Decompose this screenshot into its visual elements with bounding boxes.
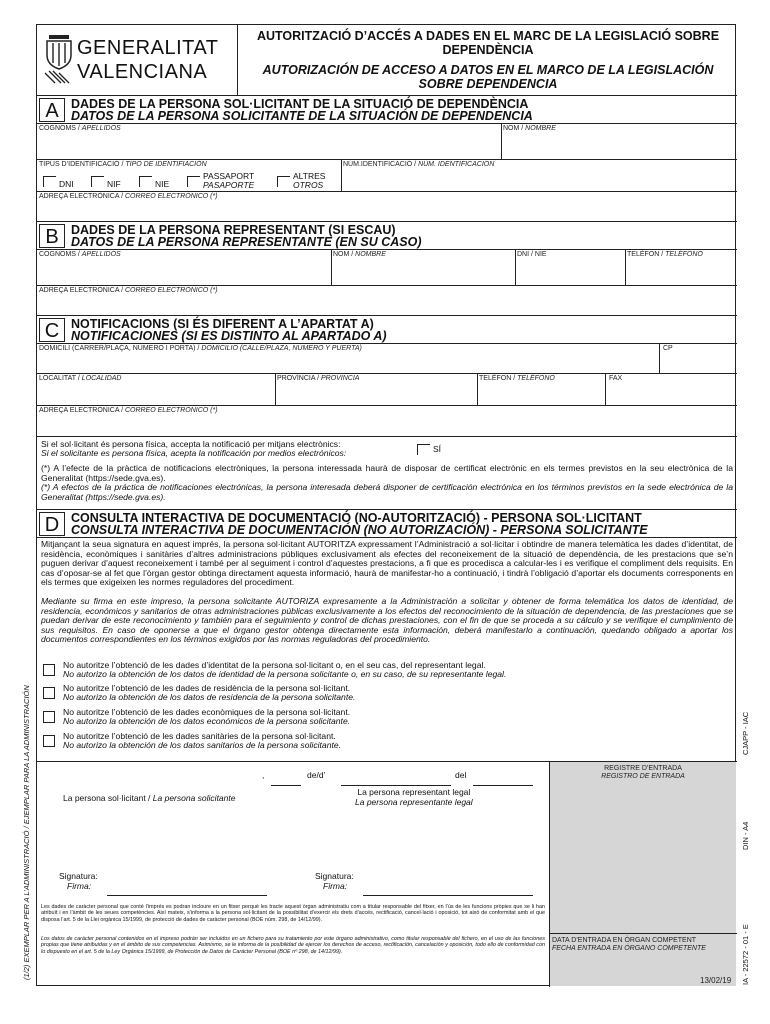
representative-sign-label: Signatura: Firma: xyxy=(315,871,354,891)
electronic-notice-es: Si el solicitante es persona física, acepta la notificación por medios electrónicos: xyxy=(41,448,347,458)
option-nie-label: NIE xyxy=(155,179,170,189)
option-dni-label: DNI xyxy=(59,179,74,189)
section-letter: A xyxy=(39,98,65,122)
c-email-field[interactable] xyxy=(39,416,733,434)
no-residence-es: No autorizo la obtención de los datos de residencia de la persona solicitante. xyxy=(63,692,356,702)
form-title-ca: AUTORITZACIÓ D’ACCÉS A DADES EN EL MARC DE LA LEGISLACIÓ SOBRE DEPENDÈNCIA xyxy=(256,29,720,57)
name-label: NOM / NOMBRE xyxy=(503,125,556,132)
form-page xyxy=(36,24,736,986)
rep-email-field[interactable] xyxy=(39,296,733,314)
representative-signature-label: La persona representant legal La persona representante legal xyxy=(355,787,473,807)
form-title-es: AUTORIZACIÓN DE ACCESO A DATOS EN EL MARCO DE LA LEGISLACIÓN SOBRE DEPENDENCIA xyxy=(262,63,714,91)
checkbox-no-residence[interactable] xyxy=(43,687,55,699)
checkbox-electronic-yes[interactable] xyxy=(417,444,430,455)
side-label-copy: (1/2) EXEMPLAR PER A L’ADMINISTRACIÓ / EJEMPLAR PARA LA ADMINISTRACIÓN xyxy=(22,685,31,980)
fax-label: FAX xyxy=(609,375,623,382)
province-label: PROVÍNCIA / PROVINCIA xyxy=(277,375,360,382)
id-number-label: NÚM.IDENTIFICACIÓ / NÚM. IDENTIFICACIÓN xyxy=(343,161,495,168)
section-title-es: NOTIFICACIONES (SI ES DISTINTO AL APARTADO A) xyxy=(71,329,387,343)
surname-field[interactable] xyxy=(39,134,497,156)
rep-dni-field[interactable] xyxy=(517,260,621,282)
rep-email-label: ADREÇA ELECTRÒNICA / CORREO ELECTRÓNICO (*) xyxy=(39,287,218,294)
address-field[interactable] xyxy=(39,354,655,371)
date-comma: , xyxy=(262,770,265,780)
section-letter: D xyxy=(39,512,65,536)
address-label: DOMICILI (CARRER/PLAÇA, NÚMERO I PORTA) / DOMICILIO (CALLE/PLAZA, NÚMERO Y PUERTA) xyxy=(39,345,362,352)
date-year-label: del xyxy=(455,770,467,780)
section-letter: B xyxy=(39,224,65,248)
section-title-es: DATOS DE LA PERSONA SOLICITANTE DE LA SITUACIÓN DE DEPENDENCIA xyxy=(71,109,533,123)
no-health-es: No autorizo la obtención de los datos sanitarios de la persona solicitante. xyxy=(63,740,342,750)
option-nif-label: NIF xyxy=(107,179,121,189)
rep-name-label: NOM / NOMBRE xyxy=(333,251,386,258)
form-date: 13/02/19 xyxy=(700,976,732,985)
surname-label: COGNOMS / APELLIDOS xyxy=(39,125,121,132)
applicant-sign-label: Signatura: Firma: xyxy=(59,871,98,891)
section-a xyxy=(37,95,737,221)
checkbox-no-health[interactable] xyxy=(43,735,55,747)
generalitat-logo xyxy=(43,29,231,91)
privacy-note-es: Los datos de carácter personal contenidos en el impreso podrán ser incluidos en un fichero para su tratamiento por este órgano administrativo, como titular responsable del fichero, en el uso de las funciones propias que tiene atribuidas y en el ámbito de sus competencias. Asimismo, se le informa de la posibilidad de ejercer los derechos de acceso, rectificación, cancelación y oposición, todo ello de conformidad con lo dispuesto en el art. 5 de la Ley Orgánica 15/1999, de Protección de Datos de Carácter Personal (BOE nº 298, de 14/12/99). xyxy=(41,936,545,955)
form-header xyxy=(37,25,737,95)
section-title-ca: DADES DE LA PERSONA SOL·LICITANT DE LA SITUACIÓ DE DEPENDÈNCIA xyxy=(71,97,529,111)
consent-text-es: Mediante su firma en este impreso, la persona solicitante AUTORIZA expresamente a la Administración a solicitar y obtener de forma telemática los datos de identidad, de residencia, económicos y sanitarios de otras administraciones públicas exclusivamente a los efectos del reconocimiento de la situación de dependencia, de las prestaciones que se puedan derivar de este reconocimiento y también para el seguimiento y control de dichas prestaciones, con el fin de que se proceda a su cálculo y se verifique el cumplimiento de sus requisitos. En caso de oponerse a que el órgano gestor obtenga directamente esta información, deberá manifestarlo a continuación, quedando obligado a aportar los documentos correspondientes en los términos exigidos por las normas reguladoras del procedimiento. xyxy=(41,596,733,645)
consent-text-ca: Mitjançant la seua signatura en aquest imprés, la persona sol·licitant AUTORITZA expressament l’Administració a sol·licitar i obtindre de manera telemàtica les dades d’identitat, de residència, econòmiques i sanitàries d’altres administracions públiques exclusivament als efectes del reconeixement de la situació de dependència, de les prestacions que se’n puguen derivar d’aquest reconeixement i també per al seguiment i control d’aquestes prestacions, a fi que es procedisca a calcular-les i es verifique el compliment dels requisits. En cas d’oposar-se al fet que l’òrgan gestor obtinga directament aquesta informació, haurà de manifestar-ho a continuació, i tindrà l’obligació d’aportar els documents corresponents en els termes que exigeixen les normes reguladores del procediment. xyxy=(41,539,733,588)
place-field[interactable] xyxy=(137,769,259,781)
no-identity-ca: No autoritze l’obtenció de les dades d’identitat de la persona sol·licitant o, en el seu cas, del representant legal. xyxy=(63,660,486,670)
rep-surname-label: COGNOMS / APELLIDOS xyxy=(39,251,121,258)
locality-label: LOCALITAT / LOCALIDAD xyxy=(39,375,122,382)
registry-label: REGISTRE D’ENTRADA REGISTRO DE ENTRADA xyxy=(601,765,685,780)
checkbox-nif[interactable] xyxy=(91,176,104,187)
applicant-signature-label: La persona sol·licitant / La persona solicitante xyxy=(63,793,236,803)
checkbox-nie[interactable] xyxy=(139,176,152,187)
side-label-code: CJAPP - IAC xyxy=(741,711,750,755)
id-number-field[interactable] xyxy=(343,170,733,188)
rep-name-field[interactable] xyxy=(333,260,511,282)
no-economic-ca: No autoritze l’obtenció de les dades econòmiques de la persona sol·licitant. xyxy=(63,707,351,717)
section-title-ca: NOTIFICACIONS (SI ÉS DIFERENT A L’APARTAT A) xyxy=(71,317,374,331)
date-day-label: de/d’ xyxy=(307,770,326,780)
logo-text-2: VALENCIANA xyxy=(77,61,208,83)
side-label-form-id: IA - 22572 - 01 - E xyxy=(741,924,750,985)
c-phone-label: TELÈFON / TELÉFONO xyxy=(479,375,555,382)
cert-note-ca: (*) A l’efecte de la pràctica de notificacions electròniques, la persona interessada haurà de disposar de certificat electrònic en els termes previstos en la seu electrònica de la Generalitat (https://sede.gva.es). xyxy=(41,463,733,483)
checkbox-no-economic[interactable] xyxy=(43,711,55,723)
electronic-notice-ca: Si el sol·licitant és persona física, accepta la notificació per mitjans electrònics: xyxy=(41,439,341,449)
applicant-signature-field[interactable] xyxy=(107,815,267,893)
option-passport-label: PASSAPORT PASAPORTE xyxy=(203,171,255,190)
checkbox-passport[interactable] xyxy=(187,176,200,187)
checkbox-other[interactable] xyxy=(277,176,290,187)
checkbox-no-identity[interactable] xyxy=(43,664,55,676)
yes-label: SÍ xyxy=(433,444,442,454)
rep-phone-label: TELÈFON / TELÉFONO xyxy=(627,251,703,258)
rep-phone-field[interactable] xyxy=(627,260,733,282)
checkbox-dni[interactable] xyxy=(43,176,56,187)
rep-dni-label: DNI / NIE xyxy=(517,251,547,258)
rep-surname-field[interactable] xyxy=(39,260,327,282)
locality-field[interactable] xyxy=(39,384,271,402)
side-label-format: DIN - A4 xyxy=(741,821,750,850)
section-b xyxy=(37,221,737,315)
no-health-ca: No autoritze l’obtenció de les dades sanitàries de la persona sol·licitant. xyxy=(63,731,336,741)
email-label: ADREÇA ELECTRÒNICA / CORREO ELECTRÓNICO (*) xyxy=(39,193,218,200)
header-divider xyxy=(237,25,238,95)
logo-text-1: GENERALITAT xyxy=(77,37,219,59)
section-d xyxy=(37,509,737,761)
no-residence-ca: No autoritze l’obtenció de les dades de residència de la persona sol·licitant. xyxy=(63,683,351,693)
option-other-label: ALTRES OTROS xyxy=(293,171,326,190)
entry-date-label: DATA D’ENTRADA EN ÒRGAN COMPETENT FECHA ENTRADA EN ÓRGANO COMPETENTE xyxy=(552,937,706,952)
id-type-label: TIPUS D’IDENTIFICACIÓ / TIPO DE IDENTIFIACIÓN xyxy=(39,161,207,168)
c-email-label: ADREÇA ELECTRÒNICA / CORREO ELECTRÓNICO (*) xyxy=(39,407,218,414)
privacy-note-ca: Les dades de caràcter personal que conté l’imprés es podran incloure en un fitxer perquè les tracte aquest òrgan administratiu com a titular responsable del fitxer, en l’ús de les funcions pròpies que se li han atribuït i en l’àmbit de les seues competències. Així mateix, s’informa a la persona sol·licitant de la possibilitat d’exercir els drets d’accés, rectificació, cancel·lació i oposició, tot això de conformitat amb el que disposa l’art. 5 de la Llei orgànica 15/1999, de protecció de dades de caràcter personal (BOE núm. 298, de 14/12/99). xyxy=(41,904,545,923)
cert-note-es: (*) A efectos de la práctica de notificaciones electrónicas, la persona interesada deberá disponer de certificación electrónica en los términos previstos en la sede electrónica de la Generalitat (https://sede.gva.es). xyxy=(41,482,733,502)
section-title-es: DATOS DE LA PERSONA REPRESENTANTE (EN SU CASO) xyxy=(71,235,422,249)
c-phone-field[interactable] xyxy=(479,384,601,402)
no-identity-es: No autorizo la obtención de los datos de identidad de la persona solicitante o, en su caso, de su representante legal. xyxy=(63,669,507,679)
email-field[interactable] xyxy=(39,202,733,220)
section-title-es: CONSULTA INTERACTIVA DE DOCUMENTACIÓN (NO AUTORIZACIÓN) - PERSONA SOLICITANTE xyxy=(71,523,648,537)
representative-signature-field[interactable] xyxy=(363,815,533,893)
section-c xyxy=(37,315,737,503)
postcode-field[interactable] xyxy=(663,354,733,371)
postcode-label: CP xyxy=(663,345,673,352)
province-field[interactable] xyxy=(277,384,473,402)
section-title-ca: CONSULTA INTERACTIVA DE DOCUMENTACIÓ (NO-AUTORITZACIÓ) - PERSONA SOL·LICITANT xyxy=(71,511,642,525)
section-letter: C xyxy=(39,318,65,342)
section-title-ca: DADES DE LA PERSONA REPRESENTANT (SI ESCAU) xyxy=(71,223,396,237)
name-field[interactable] xyxy=(503,134,733,156)
fax-field[interactable] xyxy=(609,384,733,402)
no-economic-es: No autorizo la obtención de los datos económicos de la persona solicitante. xyxy=(63,716,351,726)
